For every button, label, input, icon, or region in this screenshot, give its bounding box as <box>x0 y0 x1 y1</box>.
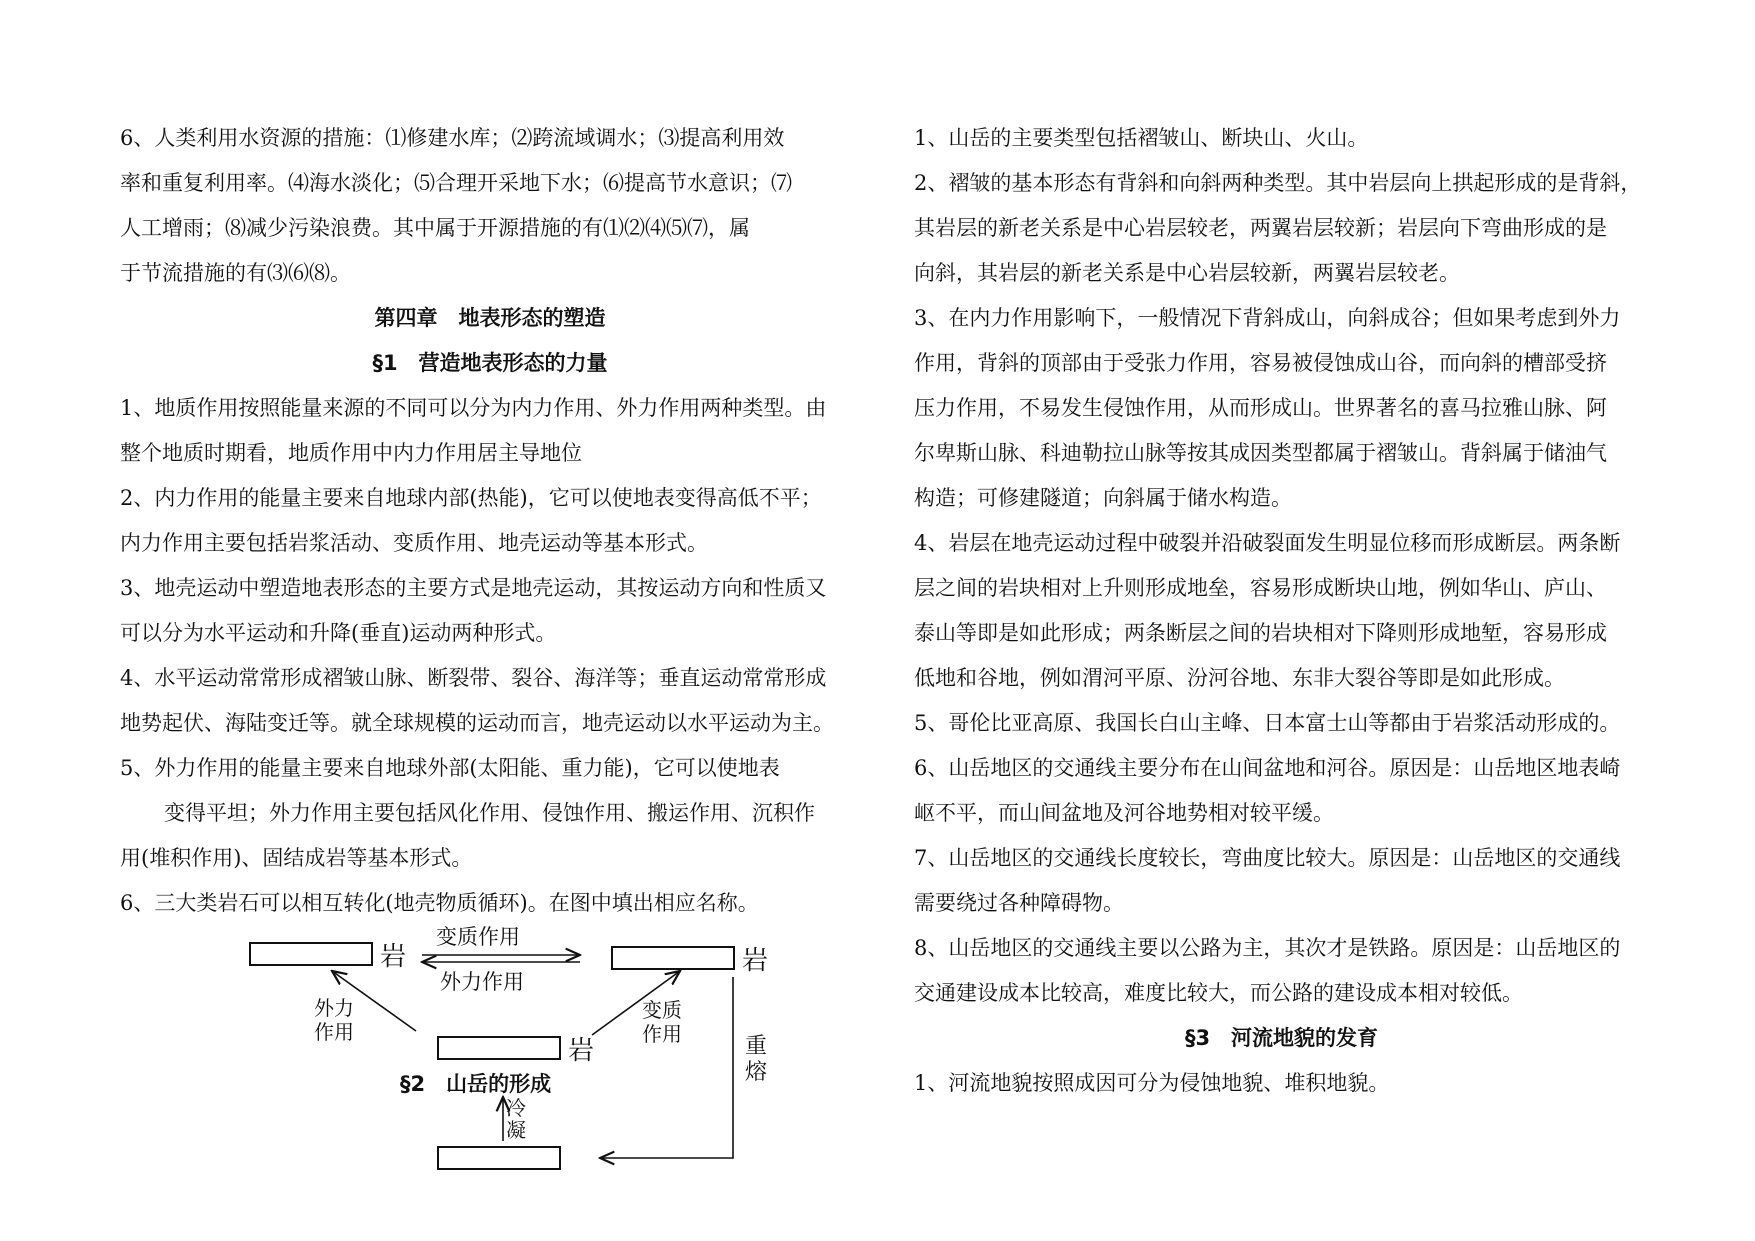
text-line: 内力作用主要包括岩浆活动、变质作用、地壳运动等基本形式。 <box>120 531 708 555</box>
text-line: 需要绕过各种障碍物。 <box>914 891 1124 915</box>
label-cool-1: 冷 <box>506 1096 526 1120</box>
right-column <box>914 116 1649 1106</box>
text-line: 交通建设成本比较高，难度比较大，而公路的建设成本相对较低。 <box>914 981 1523 1005</box>
text-line: 4、水平运动常常形成褶皱山脉、断裂带、裂谷、海洋等；垂直运动常常形成 <box>120 666 827 690</box>
text-line: 可以分为水平运动和升降(垂直)运动两种形式。 <box>120 621 557 645</box>
text-line: 作用，背斜的顶部由于受张力作用，容易被侵蚀成山谷，而向斜的槽部受挤 <box>914 351 1607 375</box>
label-remelt-2: 熔 <box>745 1060 768 1085</box>
text-line: 1、地质作用按照能量来源的不同可以分为内力作用、外力作用两种类型。由 <box>120 396 827 420</box>
text-line: 8、山岳地区的交通线主要以公路为主，其次才是铁路。原因是：山岳地区的 <box>914 936 1621 960</box>
blank-box-top-left <box>250 943 372 965</box>
text-line: 岖不平，而山间盆地及河谷地势相对较平缓。 <box>914 801 1334 825</box>
text-line: 尔卑斯山脉、科迪勒拉山脉等按其成因类型都属于褶皱山。背斜属于储油气 <box>914 441 1607 465</box>
text-line: 1、河流地貌按照成因可分为侵蚀地貌、堆积地貌。 <box>914 1071 1390 1095</box>
text-line: 压力作用，不易发生侵蚀作用，从而形成山。世界著名的喜马拉雅山脉、阿 <box>914 396 1607 420</box>
label-external-left-2: 作用 <box>314 1020 354 1044</box>
text-line: 5、外力作用的能量主要来自地球外部(太阳能、重力能)，它可以使地表 <box>120 756 780 780</box>
left-column <box>120 116 860 926</box>
label-remelt-1: 重 <box>745 1034 768 1059</box>
blank-box-top-right <box>612 947 734 969</box>
text-line: 低地和谷地，例如渭河平原、汾河谷地、东非大裂谷等即是如此形成。 <box>914 666 1565 690</box>
text-line: 3、在内力作用影响下，一般情况下背斜成山，向斜成谷；但如果考虑到外力 <box>914 306 1621 330</box>
text-line: 2、内力作用的能量主要来自地球内部(热能)，它可以使地表变得高低不平； <box>120 486 822 510</box>
label-metamorphism-right-2: 作用 <box>642 1022 682 1046</box>
text-line: 其岩层的新老关系是中心岩层较老，两翼岩层较新；岩层向下弯曲形成的是 <box>914 216 1607 240</box>
text-line: 整个地质时期看，地质作用中内力作用居主导地位 <box>120 441 582 465</box>
text-line: 6、人类利用水资源的措施：⑴修建水库；⑵跨流域调水；⑶提高利用效 <box>120 126 785 150</box>
rock-cycle-diagram <box>240 925 780 1185</box>
section-3-title: §3 河流地貌的发育 <box>1184 1026 1379 1050</box>
text-line: 于节流措施的有⑶⑹⑻。 <box>120 261 351 285</box>
rock-suffix-middle: 岩 <box>568 1036 595 1066</box>
rock-suffix-top-right: 岩 <box>742 946 769 976</box>
blank-box-middle <box>438 1037 560 1059</box>
text-line: 构造；可修建隧道；向斜属于储水构造。 <box>914 486 1292 510</box>
label-external-force-middle: 外力作用 <box>440 970 524 994</box>
text-line: 5、哥伦比亚高原、我国长白山主峰、日本富士山等都由于岩浆活动形成的。 <box>914 711 1621 735</box>
label-metamorphism-top: 变质作用 <box>436 925 520 949</box>
chapter-title: 第四章 地表形态的塑造 <box>374 306 606 330</box>
text-line: 7、山岳地区的交通线长度较长，弯曲度比较大。原因是：山岳地区的交通线 <box>914 846 1621 870</box>
text-line: 3、地壳运动中塑造地表形态的主要方式是地壳运动，其按运动方向和性质又 <box>120 576 827 600</box>
text-line: 率和重复利用率。⑷海水淡化；⑸合理开采地下水；⑹提高节水意识；⑺ <box>120 171 792 195</box>
text-line: 6、山岳地区的交通线主要分布在山间盆地和河谷。原因是：山岳地区地表崎 <box>914 756 1621 780</box>
label-metamorphism-right-1: 变质 <box>642 998 682 1022</box>
text-line: 4、岩层在地壳运动过程中破裂并沿破裂面发生明显位移而形成断层。两条断 <box>914 531 1621 555</box>
text-line: 2、褶皱的基本形态有背斜和向斜两种类型。其中岩层向上拱起形成的是背斜， <box>914 171 1642 195</box>
blank-box-bottom <box>438 1147 560 1169</box>
text-line: 泰山等即是如此形成；两条断层之间的岩块相对下降则形成地堑，容易形成 <box>914 621 1607 645</box>
section-2-title: §2 山岳的形成 <box>400 1072 552 1096</box>
rock-suffix-top-left: 岩 <box>380 942 407 972</box>
text-line: 人工增雨；⑻减少污染浪费。其中属于开源措施的有⑴⑵⑷⑸⑺，属 <box>120 216 750 240</box>
text-line: 地势起伏、海陆变迁等。就全球规模的运动而言，地壳运动以水平运动为主。 <box>120 711 834 735</box>
text-line: 用(堆积作用)、固结成岩等基本形式。 <box>120 846 473 870</box>
text-line: 6、三大类岩石可以相互转化(地壳物质循环)。在图中填出相应名称。 <box>120 891 759 915</box>
text-line: 向斜，其岩层的新老关系是中心岩层较新，两翼岩层较老。 <box>914 261 1460 285</box>
label-cool-2: 凝 <box>506 1118 526 1142</box>
text-line: 变得平坦；外力作用主要包括风化作用、侵蚀作用、搬运作用、沉积作 <box>164 801 815 825</box>
text-line: 层之间的岩块相对上升则形成地垒，容易形成断块山地，例如华山、庐山、 <box>914 576 1607 600</box>
label-external-left-1: 外力 <box>314 996 354 1020</box>
section-1-title: §1 营造地表形态的力量 <box>372 351 608 375</box>
text-line: 1、山岳的主要类型包括褶皱山、断块山、火山。 <box>914 126 1369 150</box>
